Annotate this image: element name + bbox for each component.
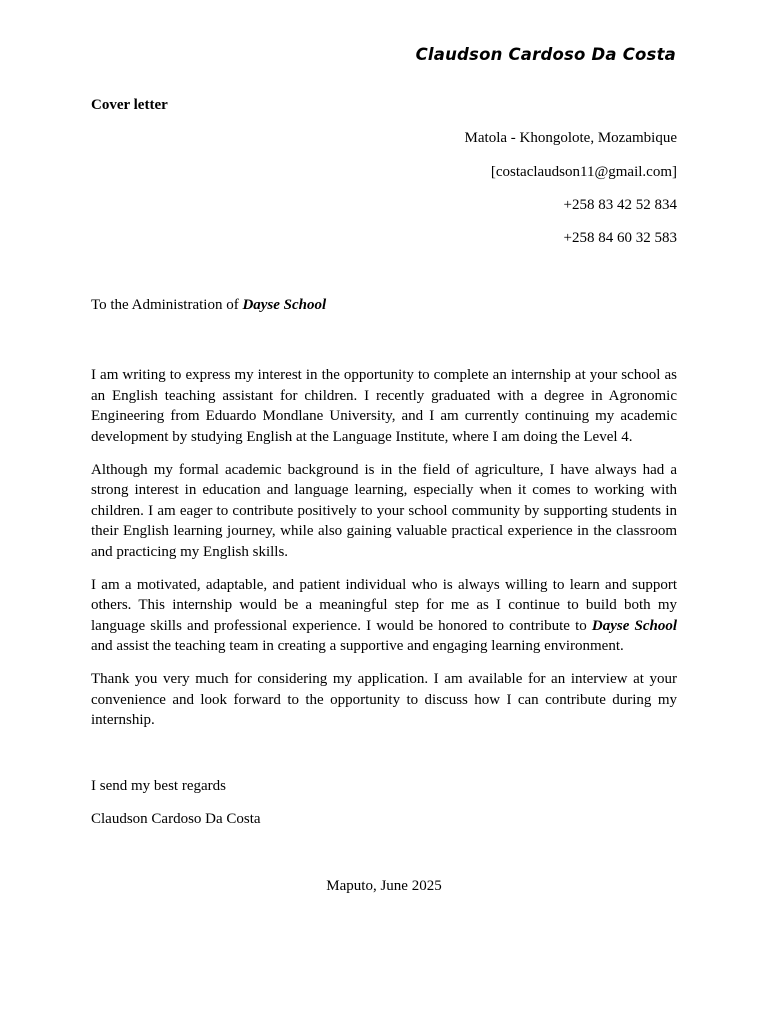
paragraph-thanks: Thank you very much for considering my application. I am available for an interview at your convenience and look forward to the opportunity to discuss how I can contribute during my internship. xyxy=(91,671,677,728)
paragraph-background: Although my formal academic background is in the field of agriculture, I have always had a strong interest in education and language learning, especially when it comes to working with children. I am eager to contribute positively to your school community by supporting students in their English learning journey, while also gaining valuable practical experience in the classroom and practicing my English skills. xyxy=(91,461,677,560)
paragraph-motivation xyxy=(91,575,677,657)
closing-regards: I send my best regards xyxy=(91,778,226,794)
header-name: Claudson Cardoso Da Costa xyxy=(415,45,676,64)
contact-phone-secondary: +258 84 60 32 583 xyxy=(563,230,677,246)
school-name-inline: Dayse School xyxy=(591,617,677,634)
contact-phone-primary: +258 83 42 52 834 xyxy=(563,197,677,213)
school-name: Dayse School xyxy=(242,297,327,313)
salutation xyxy=(91,297,326,314)
contact-address: Matola - Khongolote, Mozambique xyxy=(464,130,677,146)
contact-email: [costaclaudson11@gmail.com] xyxy=(490,164,677,180)
paragraph-intro: I am writing to express my interest in the opportunity to complete an internship at your school as an English teaching assistant for children. I recently graduated with a degree in Agronomic Engineering from Eduardo Mondlane University, and I am currently continuing my academic development by studying English at the Language Institute, where I am doing the Level 4. xyxy=(91,367,677,445)
paragraph-motivation-text-end: and assist the teaching team in creating a supportive and engaging learning environment. xyxy=(91,638,624,654)
place-and-date: Maputo, June 2025 xyxy=(326,878,442,894)
salutation-prefix: To the Administration of xyxy=(91,297,243,313)
document-label: Cover letter xyxy=(91,97,168,113)
paragraph-motivation-text-start: I am a motivated, adaptable, and patient individual who is always willing to learn and support others. This internship would be a meaningful step for me as I continue to build both my language skills and professional experience. I would be honored to contribute to xyxy=(91,576,677,634)
signature-name: Claudson Cardoso Da Costa xyxy=(91,811,261,827)
letter-body xyxy=(91,365,677,743)
